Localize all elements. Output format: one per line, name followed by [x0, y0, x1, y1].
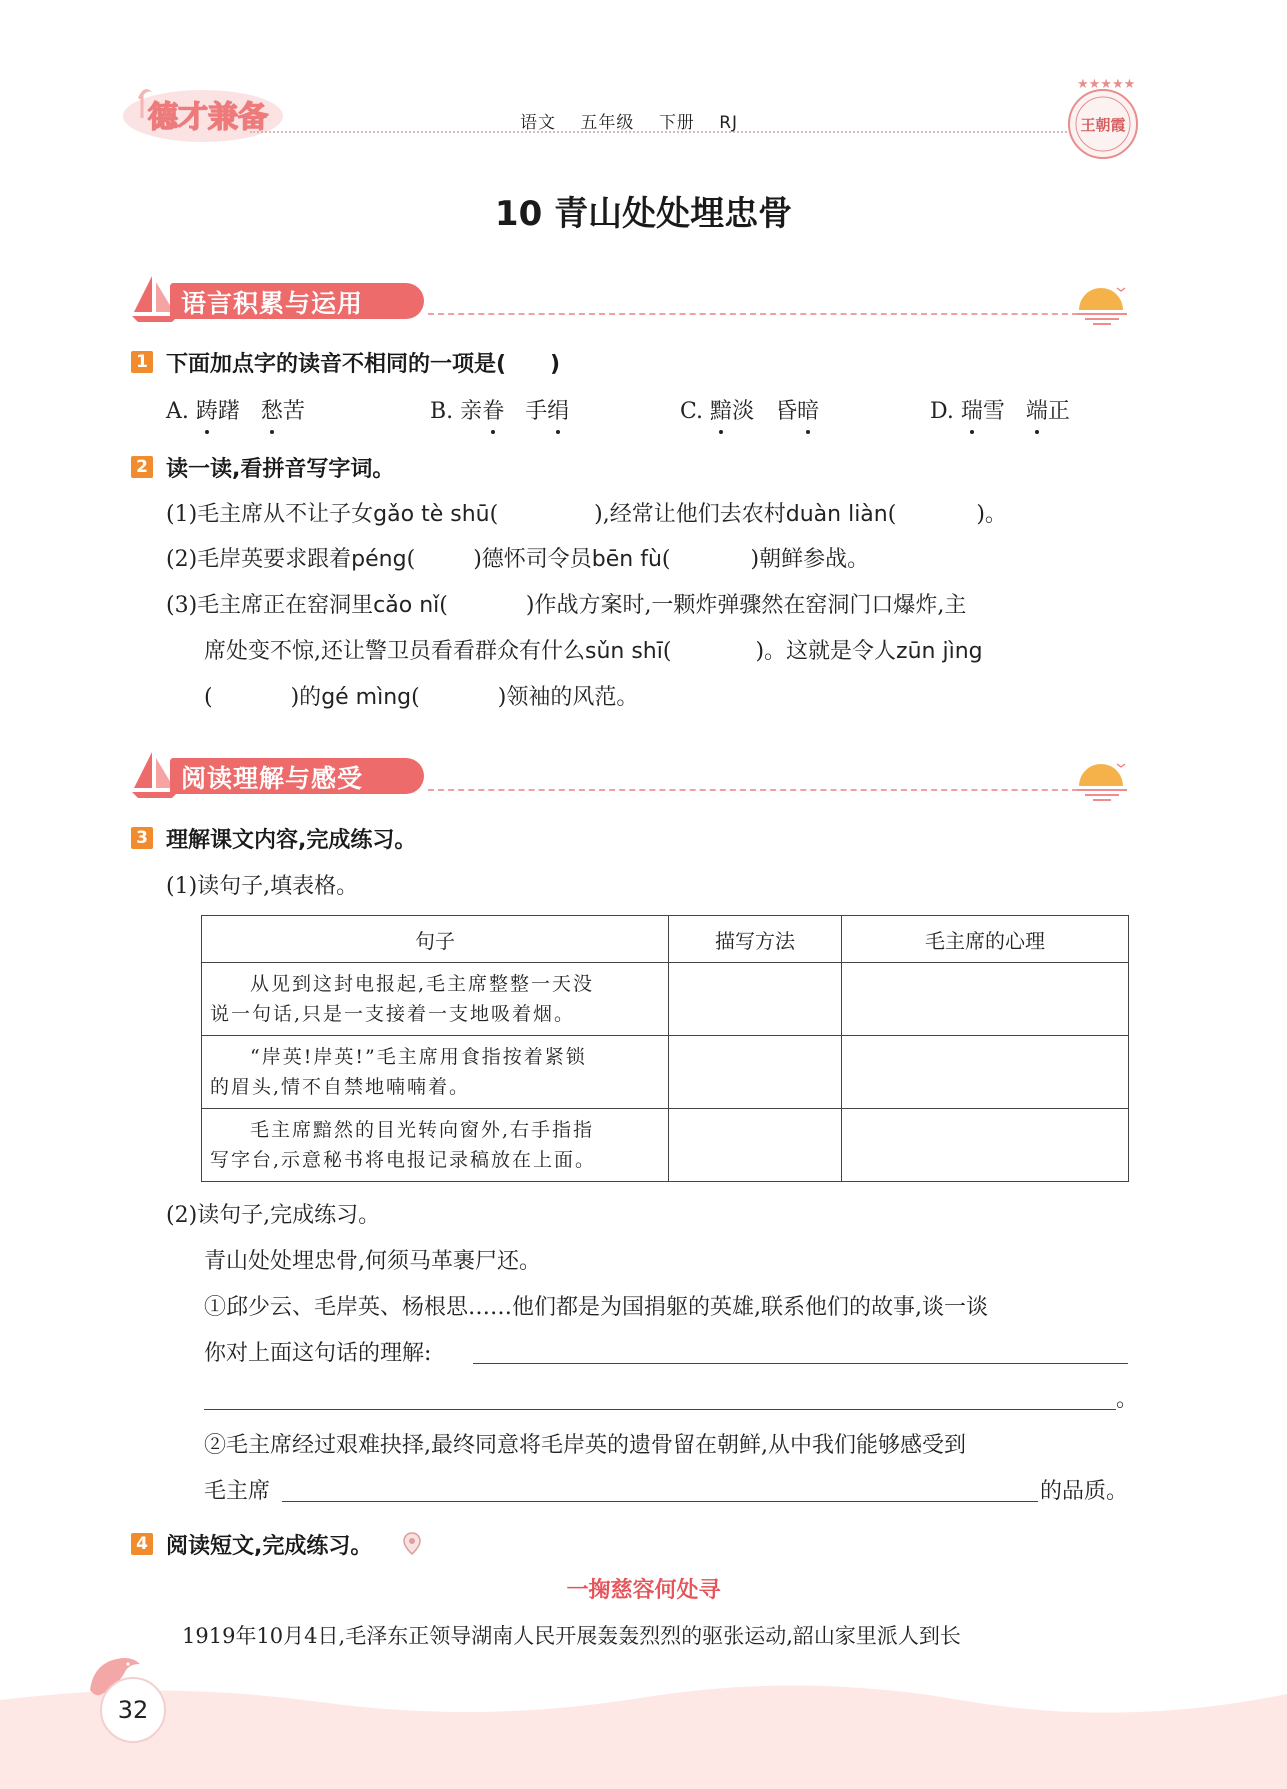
table-row — [202, 1036, 1129, 1109]
volume: 下册 — [658, 113, 695, 133]
section-divider — [428, 313, 1078, 315]
question-prompt: 读一读,看拼音写字词。 — [166, 457, 395, 482]
subject: 语文 — [520, 113, 556, 133]
sunset-icon — [1075, 284, 1131, 326]
item2-pre: 毛主席 — [204, 1479, 271, 1504]
table-header: 描写方法 — [669, 916, 842, 963]
question-number: 3 — [131, 827, 153, 849]
sunset-icon — [1075, 760, 1131, 802]
q2-line-3: (3)毛主席正在窑洞里cǎo nǐ( )作战方案时,一颗炸弹骤然在窑洞门口爆炸,主 — [166, 593, 967, 618]
footer-wave — [0, 1680, 1287, 1789]
item1-line1: ①邱少云、毛岸英、杨根思……他们都是为国捐躯的英雄,联系他们的故事,谈一谈 — [204, 1295, 988, 1320]
fill-in-table — [201, 915, 1129, 1182]
question-number: 2 — [131, 456, 153, 478]
section-title-language: 语言积累与运用 — [181, 289, 364, 318]
poem-quote: 青山处处埋忠骨,何须马革裹尸还。 — [204, 1249, 541, 1274]
sentence-cell: 从见到这封电报起,毛主席整整一天没 说一句话,只是一支接着一支地吸着烟。 — [202, 963, 669, 1036]
grade: 五年级 — [580, 113, 635, 133]
edition: RJ — [719, 113, 739, 133]
answer-line[interactable] — [473, 1363, 1128, 1364]
sentence-cell: 毛主席黯然的目光转向窗外,右手指指 写字台,示意秘书将电报记录稿放在上面。 — [202, 1109, 669, 1182]
question-number: 1 — [131, 351, 153, 373]
story-paragraph: 1919年10月4日,毛泽东正领导湖南人民开展轰轰烈烈的驱张运动,韶山家里派人到长 — [182, 1624, 961, 1648]
table-row — [202, 1109, 1129, 1182]
method-answer-cell[interactable] — [669, 963, 842, 1036]
item2-post: 的品质。 — [1040, 1479, 1129, 1504]
question-prompt: 下面加点字的读音不相同的一项是( ) — [166, 352, 561, 377]
q2-line-4: 席处变不惊,还让警卫员看看群众有什么sǔn shī( )。这就是令人zūn jìng — [204, 639, 983, 664]
stamp-name: 王朝霞 — [1080, 116, 1126, 134]
option-d: D. 瑞雪 端正 — [930, 394, 1070, 425]
psychology-answer-cell[interactable] — [842, 1109, 1129, 1182]
period-mark: 。 — [1116, 1387, 1139, 1412]
answer-line[interactable] — [204, 1409, 1116, 1410]
option-a: A. 踌躇 愁苦 — [166, 394, 305, 425]
table-header: 毛主席的心理 — [842, 916, 1129, 963]
item1-line2: 你对上面这句话的理解: — [204, 1341, 432, 1366]
question-number: 4 — [131, 1533, 153, 1555]
question-prompt: 理解课文内容,完成练习。 — [166, 828, 417, 853]
section-title-reading: 阅读理解与感受 — [181, 764, 364, 793]
lesson-title: 10 青山处处埋忠骨 — [494, 194, 793, 234]
author-stamp — [1063, 76, 1143, 166]
q3-sub1: (1)读句子,填表格。 — [166, 874, 359, 899]
location-pin-icon — [403, 1532, 421, 1556]
answer-line[interactable] — [282, 1501, 1038, 1502]
q2-line-2: (2)毛岸英要求跟着péng( )德怀司令员bēn fù( )朝鲜参战。 — [166, 547, 870, 572]
method-answer-cell[interactable] — [669, 1109, 842, 1182]
section-divider — [428, 789, 1078, 791]
psychology-answer-cell[interactable] — [842, 963, 1129, 1036]
brand-logo — [118, 74, 288, 144]
svg-text:★★★★★: ★★★★★ — [1077, 77, 1136, 92]
brand-text: 德才兼备 — [148, 100, 268, 135]
option-b: B. 亲眷 手绢 — [430, 394, 569, 425]
sentence-cell: “岸英!岸英!”毛主席用食指按着紧锁 的眉头,情不自禁地喃喃着。 — [202, 1036, 669, 1109]
book-info — [520, 108, 756, 133]
q3-sub2: (2)读句子,完成练习。 — [166, 1203, 381, 1228]
question-prompt: 阅读短文,完成练习。 — [166, 1534, 373, 1559]
page-number: 32 — [100, 1677, 166, 1743]
psychology-answer-cell[interactable] — [842, 1036, 1129, 1109]
option-c: C. 黯淡 昏暗 — [680, 394, 819, 425]
item2-line1: ②毛主席经过艰难抉择,最终同意将毛岸英的遗骨留在朝鲜,从中我们能够感受到 — [204, 1433, 966, 1458]
story-title: 一掬慈容何处寻 — [566, 1578, 721, 1603]
q2-line-1: (1)毛主席从不让子女gǎo tè shū( ),经常让他们去农村duàn liàn( )。 — [166, 502, 1007, 527]
table-header: 句子 — [202, 916, 669, 963]
method-answer-cell[interactable] — [669, 1036, 842, 1109]
q2-line-5: ( )的gé mìng( )领袖的风范。 — [204, 685, 639, 710]
table-row — [202, 963, 1129, 1036]
